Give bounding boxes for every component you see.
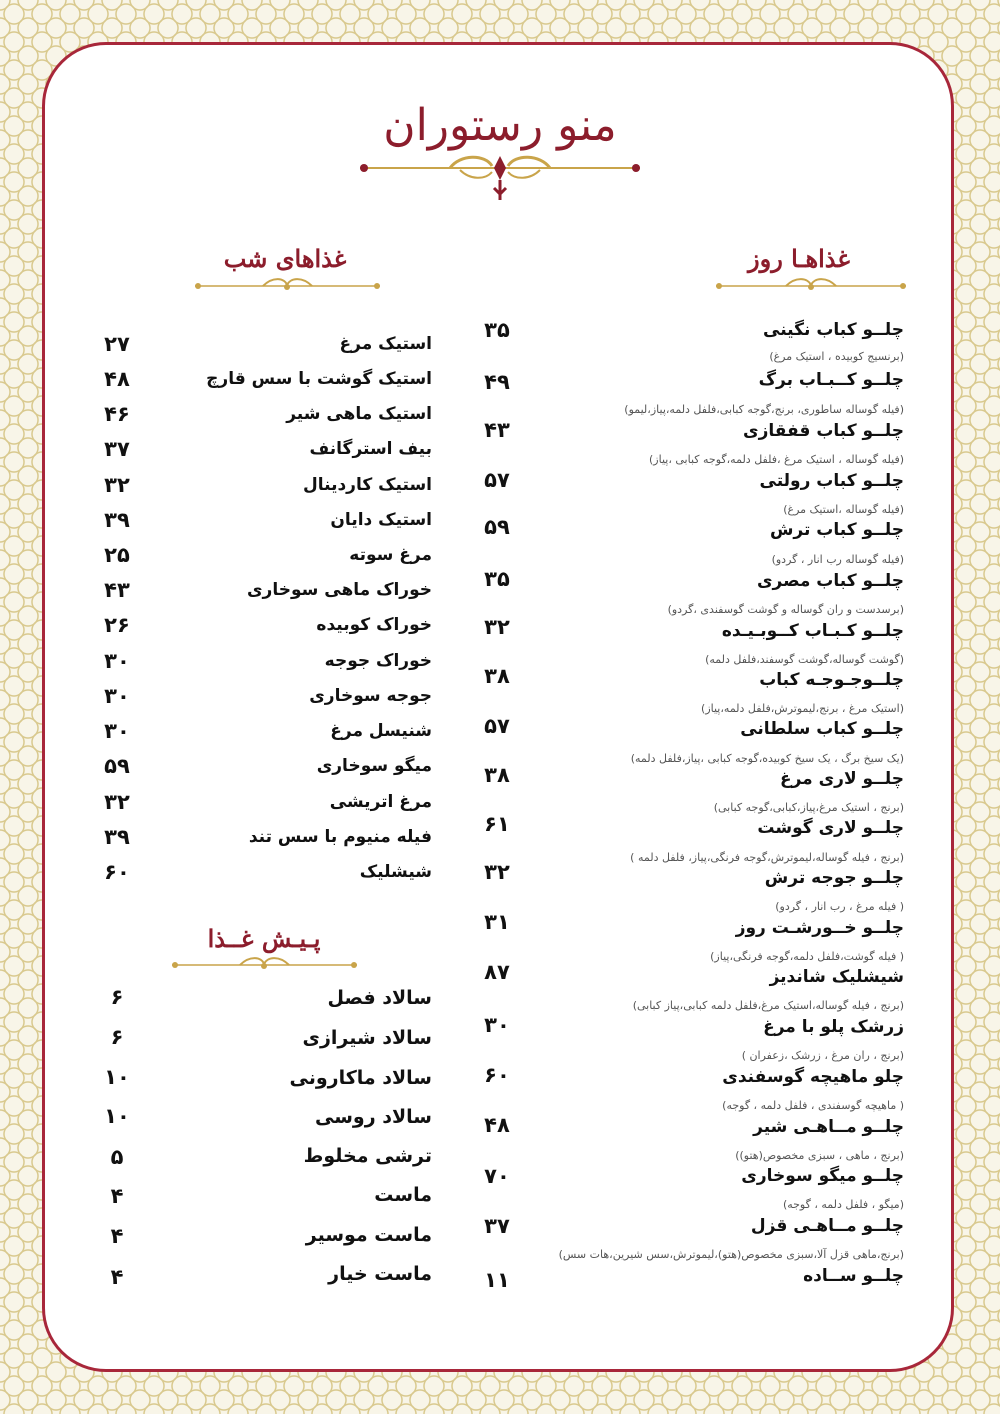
night-item-name: میگو سوخاری	[316, 756, 432, 776]
day-item-price: ۳۵	[484, 567, 510, 591]
day-item-desc: (گوشت گوساله،گوشت گوسفند،فلفل دلمه)	[705, 653, 904, 666]
night-item-name: استیک مرغ	[339, 334, 432, 354]
night-item-price: ۳۰	[104, 684, 130, 708]
night-item-name: شنیسل مرغ	[330, 721, 432, 741]
night-item-name: مرغ سوته	[349, 545, 432, 565]
appetizer-item-price: ۶	[110, 1025, 124, 1049]
day-item-price: ۳۱	[484, 910, 510, 934]
night-item-name: خوراک کوبیده	[316, 615, 432, 635]
day-item-desc: (برنج ، استیک مرغ،پیاز،کبابی،گوجه کبابی)	[713, 801, 904, 814]
day-item-desc: ( فیله مرغ ، رب انار ، گردو)	[775, 900, 904, 913]
day-item-price: ۳۸	[484, 664, 510, 688]
night-section-title: غذاهای شب	[223, 244, 347, 273]
night-item-price: ۶۰	[104, 860, 130, 884]
appetizer-item-price: ۴	[110, 1224, 124, 1248]
title-ornament	[360, 150, 640, 202]
day-item-name: چلــو میگو سوخاری	[741, 1166, 904, 1186]
day-item-name: چلــو جوجه ترش	[764, 868, 904, 888]
appetizer-item-name: ماست موسیر	[305, 1224, 432, 1246]
day-item-price: ۸۷	[484, 960, 510, 984]
night-divider-ornament	[195, 276, 380, 292]
day-item-name: چلــو کــبـاب برگ	[758, 370, 904, 390]
appetizer-item-name: سالاد شیرازی	[302, 1027, 432, 1049]
appetizer-item-price: ۶	[110, 985, 124, 1009]
appetizer-section-title: پـیـش غــذا	[207, 924, 321, 953]
night-item-name: شیشلیک	[359, 862, 432, 882]
night-item-price: ۳۹	[104, 508, 130, 532]
day-item-desc: (برنج ، فیله گوساله،لیموترش،گوجه فرنگی،پیاز، فلفل دلمه )	[630, 851, 904, 864]
day-item-price: ۳۲	[484, 615, 510, 639]
day-item-desc: (برسدست و ران گوساله و گوشت گوسفندی ،گردو)	[667, 603, 904, 616]
night-item-name: خوراک ماهی سوخاری	[246, 580, 432, 600]
day-item-price: ۷۰	[484, 1164, 510, 1188]
night-item-name: استیک ماهی شیر	[286, 404, 432, 424]
day-item-desc: ( ماهیچه گوسفندی ، فلفل دلمه ، گوجه)	[722, 1099, 904, 1112]
day-item-name: چلــوجـوجـه کباب	[759, 670, 904, 690]
night-item-price: ۴۶	[104, 402, 130, 426]
night-item-price: ۳۰	[104, 719, 130, 743]
day-item-name: چلــو کباب نگینی	[763, 320, 904, 340]
appetizer-item-price: ۵	[110, 1145, 124, 1169]
appetizer-item-name: سالاد فصل	[327, 987, 432, 1009]
day-item-price: ۴۸	[484, 1113, 510, 1137]
day-item-name: چلــو کـبـاب کــوبـیـده	[721, 621, 904, 641]
day-item-price: ۶۰	[484, 1063, 510, 1087]
day-item-name: چلــو کباب سلطانی	[740, 719, 904, 739]
day-item-price: ۶۱	[484, 812, 510, 836]
day-item-name: چلــو خــورشـت روز	[735, 918, 904, 938]
day-item-name: چلــو کباب رولتی	[759, 471, 904, 491]
day-item-desc: (فیله گوساله رب انار ، گردو)	[771, 553, 904, 566]
day-item-price: ۵۹	[484, 515, 510, 539]
day-item-price: ۴۹	[484, 370, 510, 394]
day-item-desc: (برنج،ماهی قزل آلا،سبزی مخصوص(هتو)،لیموترش،سس شیرین،هات سس)	[558, 1248, 904, 1261]
day-item-desc: (استیک مرغ ، برنج،لیموترش،فلفل دلمه،پیاز)	[701, 702, 904, 715]
night-item-price: ۴۳	[104, 578, 130, 602]
day-item-desc: (میگو ، فلفل دلمه ، گوجه)	[782, 1198, 904, 1211]
day-item-name: چلــو کباب قفقازی	[743, 421, 904, 441]
day-item-desc: (برنج ، ران مرغ ، زرشک ،زعفران )	[741, 1049, 904, 1062]
day-item-price: ۳۸	[484, 763, 510, 787]
day-item-name: چلــو لاری مرغ	[779, 769, 904, 789]
day-item-price: ۱۱	[484, 1268, 510, 1292]
night-item-price: ۳۷	[104, 437, 130, 461]
day-item-desc: (فیله گوساله ساطوری، برنج،گوجه کبابی،فلفل دلمه،پیاز،لیمو)	[624, 403, 904, 416]
day-item-name: چلــو ســاده	[803, 1266, 904, 1286]
day-item-price: ۳۲	[484, 860, 510, 884]
night-item-price: ۲۵	[104, 543, 130, 567]
appetizer-item-name: ترشی مخلوط	[303, 1145, 432, 1167]
day-section-title: غذاهـا روز	[748, 244, 850, 273]
day-item-price: ۳۰	[484, 1013, 510, 1037]
day-item-name: شیشلیک شاندیز	[769, 967, 904, 987]
night-item-price: ۳۲	[104, 790, 130, 814]
day-item-price: ۳۵	[484, 318, 510, 342]
day-divider-ornament	[716, 276, 906, 292]
night-item-name: استیک دایان	[330, 510, 432, 530]
day-item-price: ۳۷	[484, 1214, 510, 1238]
night-item-name: استیک گوشت با سس قارچ	[206, 369, 432, 389]
appetizer-divider-ornament	[172, 955, 357, 971]
night-item-price: ۳۰	[104, 649, 130, 673]
night-item-price: ۴۸	[104, 367, 130, 391]
day-item-name: چلــو کباب ترش	[769, 520, 904, 540]
appetizer-item-price: ۴	[110, 1265, 124, 1289]
night-item-price: ۳۲	[104, 473, 130, 497]
appetizer-item-name: سالاد ماکارونی	[289, 1067, 432, 1089]
night-item-name: مرغ اتریشی	[329, 792, 432, 812]
day-item-desc: (برنج ، ماهی ، سبزی مخصوص(هتو))	[735, 1149, 904, 1162]
day-item-desc: (برنج ، فیله گوساله،استیک مرغ،فلفل دلمه کبابی،پیاز کبابی)	[632, 999, 904, 1012]
day-item-desc: (برنسیج کوبیده ، استیک مرغ)	[769, 350, 904, 363]
day-item-desc: (فیله گوساله ،استیک مرغ)	[783, 503, 904, 516]
appetizer-item-price: ۱۰	[104, 1065, 130, 1089]
day-item-name: زرشک پلو با مرغ	[763, 1017, 904, 1037]
day-item-name: چلــو مــاهـی شیر	[753, 1117, 904, 1137]
night-item-name: استیک کاردینال	[303, 475, 432, 495]
day-item-name: چلــو لاری گوشت	[757, 818, 904, 838]
day-item-name: چلــو کباب مصری	[756, 571, 904, 591]
day-item-price: ۵۷	[484, 714, 510, 738]
menu-title: منو رستوران	[383, 100, 617, 151]
day-item-desc: ( فیله گوشت،فلفل دلمه،گوجه فرنگی،پیاز)	[710, 950, 904, 963]
day-item-desc: (فیله گوساله ، استیک مرغ ،فلفل دلمه،گوجه کبابی ،پیاز)	[649, 453, 904, 466]
appetizer-item-name: ماست خیار	[328, 1263, 432, 1285]
appetizer-item-name: سالاد روسی	[315, 1106, 432, 1128]
appetizer-item-price: ۴	[110, 1184, 124, 1208]
night-item-price: ۲۶	[104, 613, 130, 637]
night-item-price: ۲۷	[104, 332, 130, 356]
appetizer-item-name: ماست	[374, 1184, 432, 1206]
night-item-price: ۵۹	[104, 754, 130, 778]
night-item-name: جوجه سوخاری	[309, 686, 432, 706]
night-item-name: فیله منیوم با سس تند	[248, 827, 432, 847]
night-item-name: خوراک جوجه	[324, 651, 432, 671]
day-item-price: ۴۳	[484, 418, 510, 442]
day-item-price: ۵۷	[484, 468, 510, 492]
night-item-price: ۳۹	[104, 825, 130, 849]
day-item-name: چلــو مــاهـی قزل	[750, 1216, 904, 1236]
appetizer-item-price: ۱۰	[104, 1104, 130, 1128]
night-item-name: بیف استرگانف	[309, 439, 432, 459]
day-item-desc: (یک سیخ برگ ، یک سیخ کوبیده،گوجه کبابی ،پیاز،فلفل دلمه)	[630, 752, 904, 765]
day-item-name: چلو ماهیچه گوسفندی	[722, 1067, 904, 1087]
